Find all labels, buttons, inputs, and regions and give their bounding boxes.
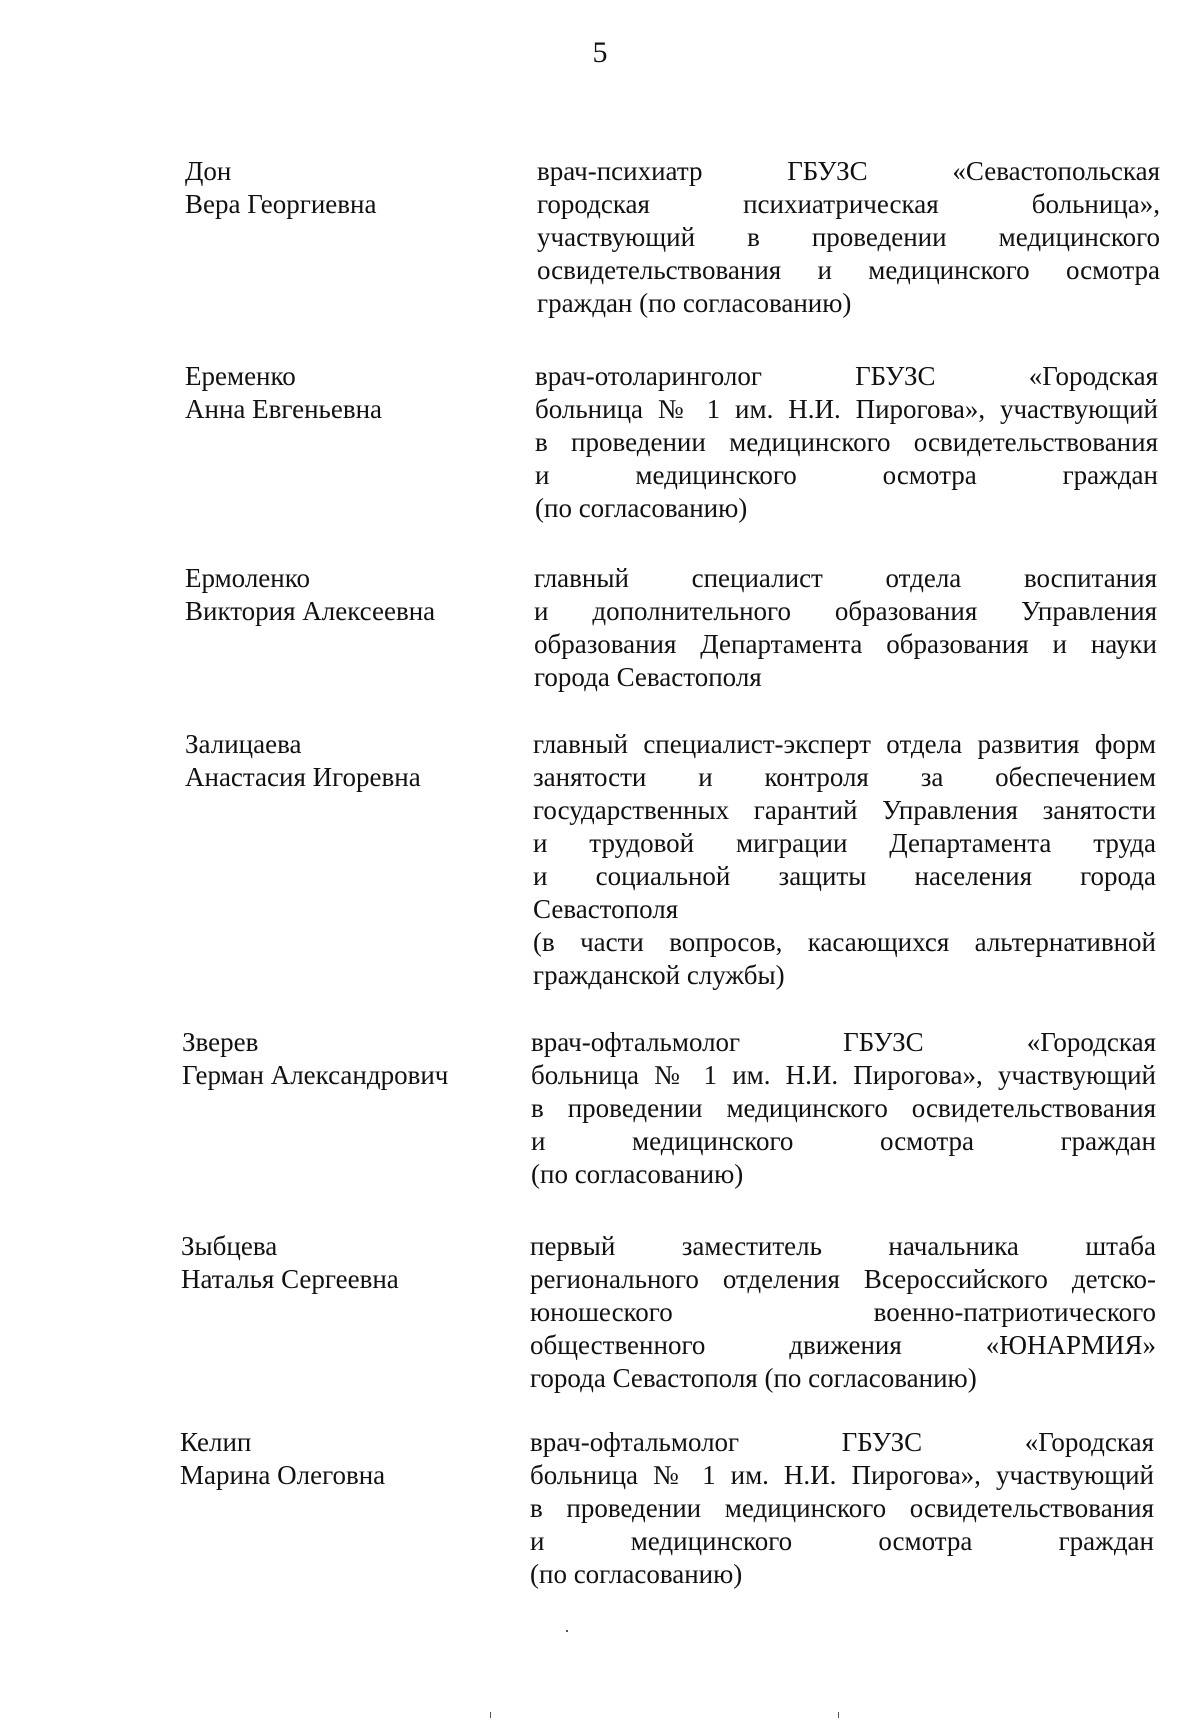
role-line: образования Департамента образования и науки <box>534 629 1157 659</box>
scan-speck <box>566 1630 568 1632</box>
member-name <box>185 562 515 628</box>
role-line: и трудовой миграции Департамента труда <box>533 828 1156 858</box>
role-line: врач-офтальмолог ГБУЗС «Городская <box>530 1427 1154 1457</box>
role-line: граждан (по согласованию) <box>537 288 852 318</box>
role-line: общественного движения «ЮНАРМИЯ» <box>530 1330 1156 1360</box>
member-surname: Залицаева <box>185 729 302 759</box>
member-given-name: Герман Александрович <box>182 1060 449 1090</box>
page-number: 5 <box>592 36 608 69</box>
scan-speck <box>490 1712 491 1718</box>
member-role <box>534 562 1157 694</box>
member-surname: Еременко <box>185 361 296 391</box>
role-line: и медицинского осмотра граждан <box>531 1126 1156 1156</box>
member-given-name: Анна Евгеньевна <box>185 394 383 424</box>
member-name <box>185 360 515 426</box>
role-line: регионального отделения Всероссийского детско- <box>530 1264 1156 1294</box>
role-line: гражданской службы) <box>533 960 785 990</box>
member-given-name: Наталья Сергеевна <box>181 1264 399 1294</box>
member-role <box>530 1230 1156 1395</box>
role-line: и медицинского осмотра граждан <box>535 460 1158 490</box>
member-name <box>185 155 515 221</box>
member-role <box>530 1426 1154 1591</box>
role-line: и медицинского осмотра граждан <box>530 1526 1154 1556</box>
member-surname: Келип <box>180 1427 252 1457</box>
role-line: и дополнительного образования Управления <box>534 596 1157 626</box>
member-surname: Дон <box>185 156 232 186</box>
role-line: и социальной защиты населения города <box>533 861 1156 891</box>
scan-speck <box>838 1712 839 1718</box>
role-line: первый заместитель начальника штаба <box>530 1231 1156 1261</box>
member-name <box>180 1426 510 1492</box>
role-line: (в части вопросов, касающихся альтернативной <box>533 927 1156 957</box>
member-given-name: Вера Георгиевна <box>185 189 377 219</box>
member-surname: Зыбцева <box>181 1231 278 1261</box>
role-line: в проведении медицинского освидетельствования <box>531 1093 1156 1123</box>
role-line: больница № 1 им. Н.И. Пирогова», участвующий <box>531 1060 1156 1090</box>
role-line: города Севастополя <box>534 662 762 692</box>
member-name <box>181 1230 511 1296</box>
member-role <box>533 728 1156 992</box>
role-line: освидетельствования и медицинского осмотра <box>537 255 1160 285</box>
role-line: юношеского военно-патриотического <box>530 1297 1156 1327</box>
member-given-name: Марина Олеговна <box>180 1460 386 1490</box>
role-line: занятости и контроля за обеспечением <box>533 762 1156 792</box>
member-name <box>185 728 515 794</box>
role-line: участвующий в проведении медицинского <box>537 222 1160 252</box>
role-line: (по согласованию) <box>535 493 748 523</box>
member-name <box>182 1026 512 1092</box>
member-surname: Зверев <box>182 1027 259 1057</box>
role-line: в проведении медицинского освидетельствования <box>535 427 1158 457</box>
role-line: врач-офтальмолог ГБУЗС «Городская <box>531 1027 1156 1057</box>
role-line: главный специалист отдела воспитания <box>534 563 1157 593</box>
role-line: городская психиатрическая больница», <box>537 189 1160 219</box>
member-role <box>537 155 1160 320</box>
role-line: государственных гарантий Управления занятости <box>533 795 1156 825</box>
role-line: врач-психиатр ГБУЗС «Севастопольская <box>537 156 1160 186</box>
role-line: (по согласованию) <box>530 1559 743 1589</box>
role-line: (по согласованию) <box>531 1159 744 1189</box>
role-line: города Севастополя (по согласованию) <box>530 1363 977 1393</box>
role-line: Севастополя <box>533 894 679 924</box>
member-role <box>535 360 1158 525</box>
role-line: в проведении медицинского освидетельствования <box>530 1493 1154 1523</box>
role-line: главный специалист-эксперт отдела развития форм <box>533 729 1156 759</box>
member-given-name: Анастасия Игоревна <box>185 762 421 792</box>
member-given-name: Виктория Алексеевна <box>185 596 436 626</box>
role-line: больница № 1 им. Н.И. Пирогова», участвующий <box>535 394 1158 424</box>
role-line: больница № 1 им. Н.И. Пирогова», участвующий <box>530 1460 1154 1490</box>
member-surname: Ермоленко <box>185 563 310 593</box>
role-line: врач-отоларинголог ГБУЗС «Городская <box>535 361 1158 391</box>
member-role <box>531 1026 1156 1191</box>
